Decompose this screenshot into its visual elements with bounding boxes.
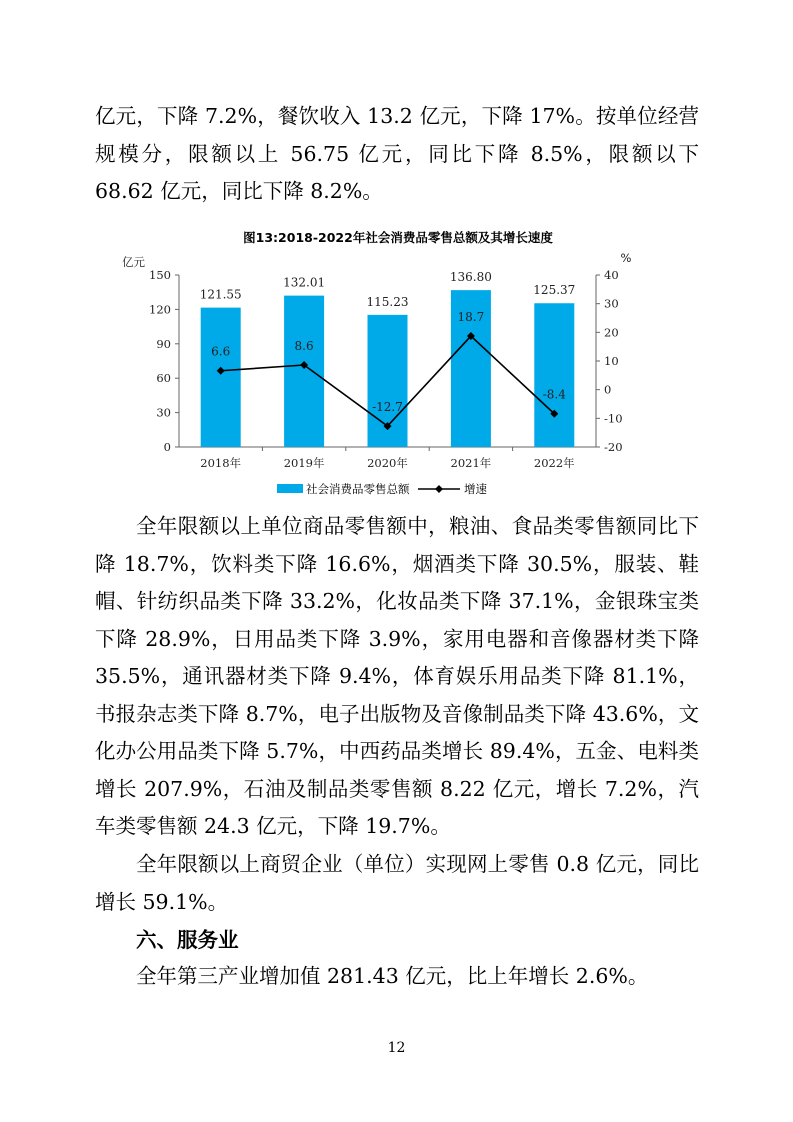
bar-value-label: 125.37: [533, 283, 576, 298]
bar-value-label: 136.80: [449, 270, 492, 285]
x-tick-label: 2018年: [200, 456, 242, 470]
section-heading-services: 六、服务业: [136, 928, 239, 952]
legend: [277, 482, 487, 496]
right-tick-label: 10: [604, 354, 619, 368]
x-tick-label: 2021年: [450, 456, 492, 470]
left-axis-unit: 亿元: [122, 255, 145, 269]
legend-line-label: 增速: [464, 482, 487, 496]
legend-bar-label: 社会消费品零售总额: [306, 482, 410, 496]
right-tick-label: 0: [604, 382, 612, 397]
bar: [284, 296, 324, 447]
paragraph-retail-categories: 全年限额以上单位商品零售额中，粮油、食品类零售额同比下降 18.7%，饮料类下降 16.6%，烟酒类下降 30.5%，服装、鞋帽、针纺织品类下降 33.2%，化妆品类下降 37.1%，金银珠宝类下降 28.9%，日用品类下降 3.9%，家用电器和音像器材类下降 35.5%，通讯器材类下降 9.4%，体育娱乐用品类下降 81.1%，书报杂志类下降 8.7%，电子出版物及音像制品类下降 43.6%，文化办公用品类下降 5.7%，中西药品类增长 89.4%，五金、电料类增长 207.9%，石油及制品类零售额 8.22 亿元，增长 7.2%，汽车类零售额 24.3 亿元，下降 19.7%。: [95, 514, 699, 838]
growth-value-label: 6.6: [211, 344, 231, 359]
right-axis-unit: %: [620, 251, 632, 265]
x-tick-label: 2019年: [283, 456, 325, 470]
bar-value-label: 132.01: [283, 275, 326, 290]
paragraph-tertiary-industry: 全年第三产业增加值 281.43 亿元，比上年增长 2.6%。: [136, 964, 649, 988]
legend-bar-swatch: [277, 484, 303, 493]
x-tick-label: 2022年: [533, 456, 575, 470]
growth-value-label: 18.7: [457, 310, 485, 325]
right-tick-label: -20: [604, 440, 623, 454]
growth-value-label: -12.7: [372, 400, 403, 415]
left-tick-label: 30: [156, 405, 171, 420]
paragraph-online-retail: 全年限额以上商贸企业（单位）实现网上零售 0.8 亿元，同比增长 59.1%。: [95, 852, 699, 914]
bar: [534, 303, 574, 447]
right-tick-label: 40: [604, 268, 619, 282]
left-tick-label: 0: [163, 440, 171, 454]
growth-value-label: 8.6: [294, 339, 314, 354]
right-tick-label: 30: [604, 296, 619, 311]
x-tick-label: 2020年: [367, 456, 408, 470]
legend-line-marker: [435, 485, 443, 493]
bar-value-label: 115.23: [366, 294, 409, 309]
bar: [201, 308, 241, 447]
bar-value-label: 121.55: [199, 287, 242, 302]
right-tick-label: -10: [604, 411, 623, 426]
retail-sales-chart: [100, 222, 700, 507]
paragraph-retail-by-scale: 亿元，下降 7.2%，餐饮收入 13.2 亿元，下降 17%。按单位经营规模分，限额以上 56.75 亿元，同比下降 8.5%，限额以下 68.62 亿元，同比下降 8.2%。: [95, 104, 699, 203]
page-number: 12: [387, 1040, 406, 1056]
left-tick-label: 90: [156, 336, 171, 351]
chart-title: 图13:2018-2022年社会消费品零售总额及其增长速度: [243, 230, 553, 245]
left-tick-label: 150: [149, 268, 171, 282]
left-tick-label: 60: [156, 371, 171, 386]
growth-value-label: -8.4: [542, 387, 566, 402]
chart-svg: [100, 222, 700, 507]
right-tick-label: 20: [604, 325, 619, 340]
left-tick-label: 120: [149, 302, 171, 317]
